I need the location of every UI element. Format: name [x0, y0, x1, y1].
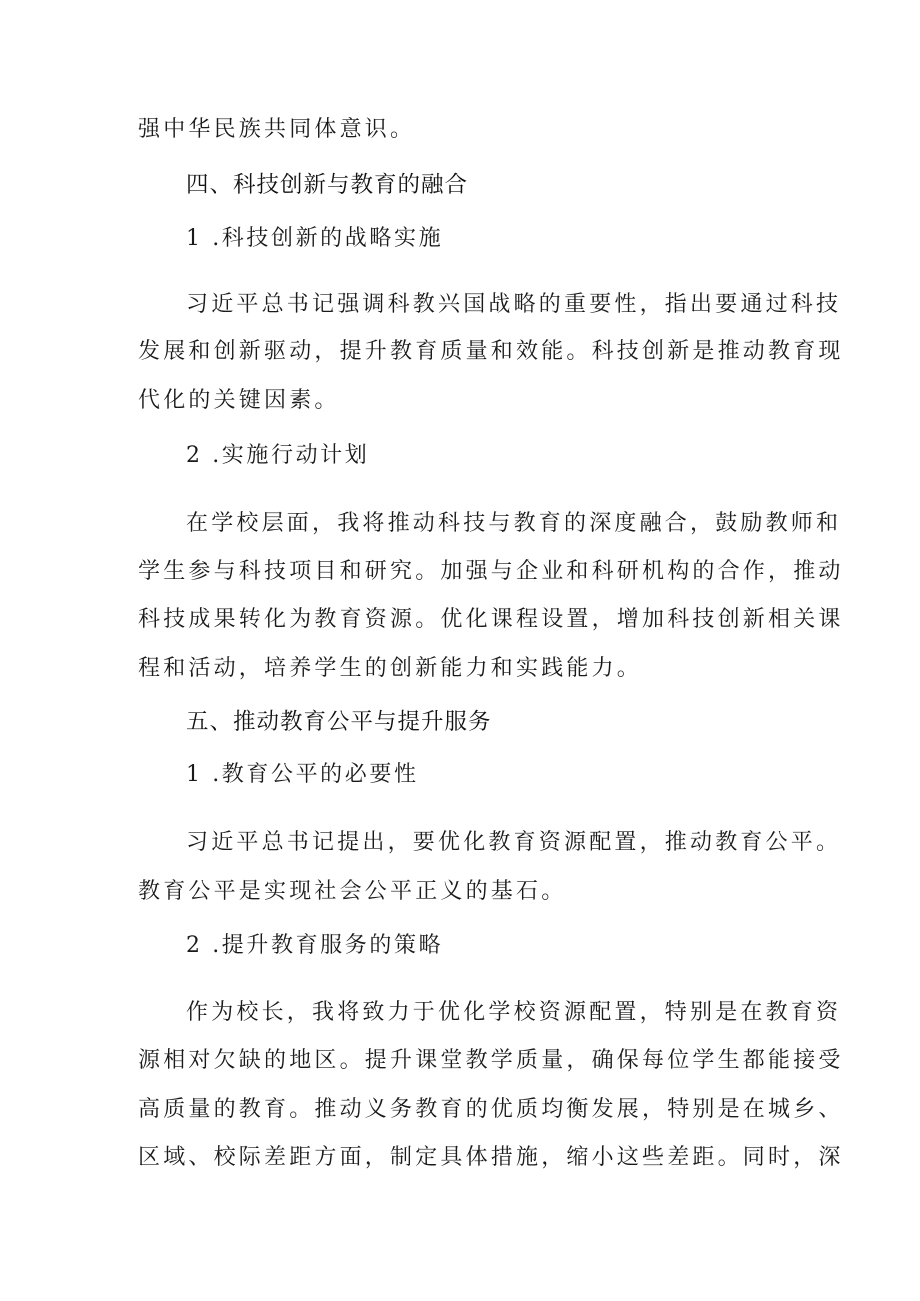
paragraph-line: 高质量的教育。推动义务教育的优质均衡发展，特别是在城乡、 — [138, 1097, 844, 1122]
paragraph-line: 在学校层面，我将推动科技与教育的深度融合，鼓励教师和 — [186, 511, 842, 536]
subsection-heading-5-2: 2 .提升教育服务的策略 — [186, 933, 444, 958]
paragraph-line: 程和活动，培养学生的创新能力和实践能力。 — [138, 656, 643, 681]
paragraph-line: 发展和创新驱动，提升教育质量和效能。科技创新是推动教育现 — [138, 339, 844, 364]
paragraph-line: 源相对欠缺的地区。提升课堂教学质量，确保每位学生都能接受 — [138, 1048, 844, 1073]
paragraph-line: 科技成果转化为教育资源。优化课程设置，增加科技创新相关课 — [138, 607, 844, 632]
section-heading-4: 四、科技创新与教育的融合 — [186, 172, 469, 198]
paragraph-line: 区域、校际差距方面，制定具体措施，缩小这些差距。同时，深 — [138, 1145, 844, 1170]
subsection-heading-4-1: 1 .科技创新的战略实施 — [186, 226, 444, 251]
subsection-heading-5-1: 1 .教育公平的必要性 — [186, 762, 419, 787]
paragraph-continuation: 强中华民族共同体意识。 — [138, 117, 416, 142]
paragraph-line: 习近平总书记强调科教兴国战略的重要性，指出要通过科技 — [186, 292, 842, 317]
paragraph-line: 教育公平是实现社会公平正义的基石。 — [138, 879, 567, 904]
subsection-heading-4-2: 2 .实施行动计划 — [186, 443, 370, 468]
section-heading-5: 五、推动教育公平与提升服务 — [186, 709, 492, 735]
paragraph-line: 作为校长，我将致力于优化学校资源配置，特别是在教育资 — [186, 1000, 842, 1025]
paragraph-line: 学生参与科技项目和研究。加强与企业和科研机构的合作，推动 — [138, 559, 844, 584]
paragraph-line: 习近平总书记提出，要优化教育资源配置，推动教育公平。 — [186, 830, 842, 855]
paragraph-line: 代化的关键因素。 — [138, 388, 340, 413]
